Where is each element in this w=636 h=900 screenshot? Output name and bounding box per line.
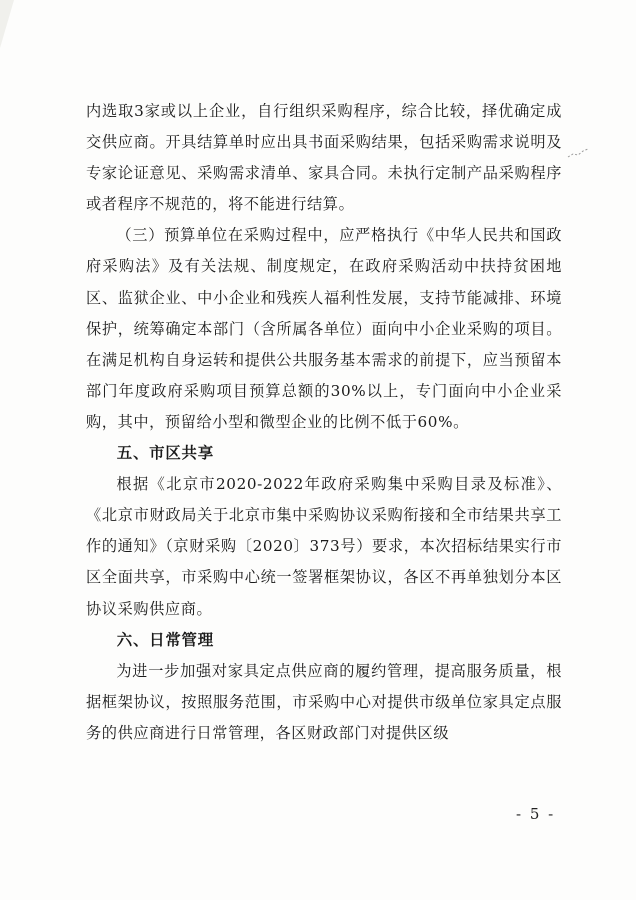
document-body [86, 96, 562, 749]
paragraph-continuation: 内选取3家或以上企业，自行组织采购程序，综合比较，择优确定成交供应商。开具结算单时应出具书面采购结果，包括采购需求说明及专家论证意见、采购需求清单、家具合同。未执行定制产品采购程序或者程序不规范的，将不能进行结算。 [86, 102, 562, 214]
section-heading-five: 五、市区共享 [116, 444, 214, 463]
scan-speck-mark [566, 146, 590, 160]
paragraph-section-three: （三）预算单位在采购过程中，应严格执行《中华人民共和国政府采购法》及有关法规、制度规定，在政府采购活动中扶持贫困地区、监狱企业、中小企业和残疾人福利性发展，支持节能减排、环境保护，统筹确定本部门（含所属各单位）面向中小企业采购的项目。在满足机构自身运转和提供公共服务基本需求的前提下，应当预留本部门年度政府采购项目预算总额的30%以上，专门面向中小企业采购，其中，预留给小型和微型企业的比例不低于60%。 [86, 226, 562, 431]
page-number: - 5 - [516, 805, 556, 823]
paragraph-daily-management: 为进一步加强对家具定点供应商的履约管理，提高服务质量，根据框架协议，按照服务范围，市采购中心对提供市级单位家具定点服务的供应商进行日常管理，各区财政部门对提供区级 [86, 661, 562, 742]
section-heading-six: 六、日常管理 [116, 630, 214, 649]
paragraph-city-district-sharing: 根据《北京市2020-2022年政府采购集中采购目录及标准》、《北京市财政局关于北京市集中采购协议采购衔接和全市结果共享工作的通知》（京财采购〔2020〕373号）要求，本次招标结果实行市区全面共享，市采购中心统一签署框架协议，各区不再单独划分本区协议采购供应商。 [86, 475, 562, 618]
page-corner-shadow [0, 0, 14, 48]
